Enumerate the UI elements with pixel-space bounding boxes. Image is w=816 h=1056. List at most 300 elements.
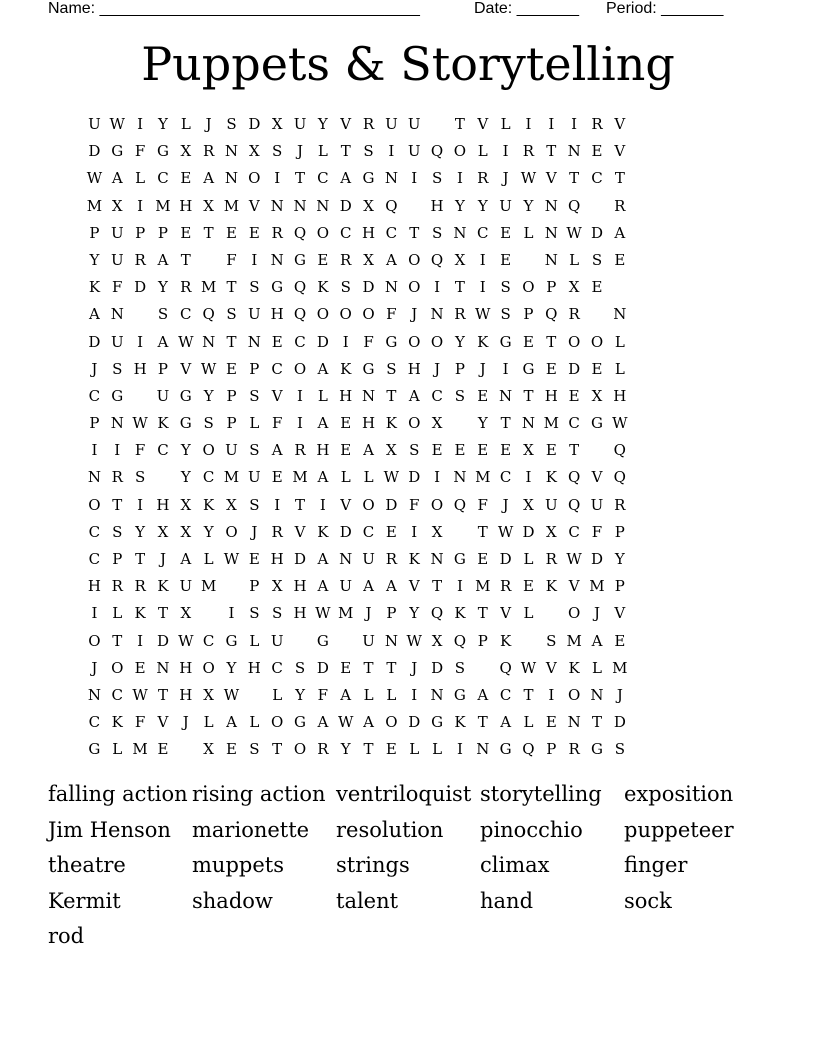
grid-letter[interactable]: D [613, 713, 626, 732]
grid-letter[interactable]: I [319, 495, 326, 514]
grid-letter[interactable]: U [110, 332, 124, 351]
grid-letter[interactable]: K [111, 713, 123, 732]
grid-letter[interactable]: T [157, 604, 168, 623]
grid-letter[interactable]: T [523, 386, 534, 405]
grid-letter[interactable]: A [408, 386, 420, 405]
grid-letter[interactable]: D [590, 550, 603, 568]
grid-letter[interactable]: A [317, 713, 329, 732]
grid-letter[interactable]: A [614, 223, 626, 242]
grid-letter[interactable]: P [546, 740, 557, 759]
grid-letter[interactable]: M [86, 196, 103, 215]
grid-letter[interactable]: O [408, 250, 421, 269]
grid-letter[interactable] [220, 573, 243, 600]
grid-letter[interactable]: I [456, 577, 463, 596]
grid-letter[interactable]: X [591, 386, 603, 405]
grid-letter[interactable]: V [568, 577, 580, 596]
grid-letter[interactable]: T [454, 115, 465, 133]
grid-letter[interactable]: E [226, 223, 237, 242]
grid-letter[interactable]: E [591, 278, 603, 297]
grid-letter[interactable]: T [112, 631, 123, 650]
grid-letter[interactable]: T [614, 169, 625, 188]
grid-letter[interactable]: N [544, 250, 558, 269]
grid-letter[interactable]: A [157, 332, 169, 351]
grid-letter[interactable]: C [271, 359, 283, 378]
grid-letter[interactable]: N [590, 685, 604, 704]
grid-letter[interactable]: S [226, 305, 237, 324]
grid-letter[interactable]: G [294, 713, 306, 732]
grid-letter[interactable] [586, 193, 609, 220]
grid-letter[interactable] [586, 301, 609, 328]
grid-letter[interactable]: I [502, 359, 509, 378]
grid-letter[interactable]: J [91, 359, 98, 378]
grid-letter[interactable]: A [157, 250, 169, 269]
grid-letter[interactable]: F [134, 713, 146, 732]
grid-letter[interactable]: R [340, 250, 352, 269]
grid-letter[interactable] [449, 519, 472, 546]
grid-letter[interactable]: D [362, 278, 375, 297]
grid-letter[interactable]: M [155, 196, 171, 215]
grid-letter[interactable]: J [479, 359, 486, 378]
grid-letter[interactable]: G [362, 359, 375, 378]
grid-letter[interactable]: D [156, 631, 169, 650]
grid-letter[interactable]: P [226, 414, 237, 433]
grid-letter[interactable]: S [454, 658, 466, 677]
grid-letter[interactable]: G [499, 332, 512, 351]
grid-letter[interactable]: J [502, 169, 509, 188]
grid-letter[interactable]: H [179, 658, 193, 677]
grid-letter[interactable]: C [568, 522, 580, 541]
grid-letter[interactable]: N [202, 332, 216, 351]
grid-letter[interactable]: S [203, 414, 214, 433]
grid-letter[interactable]: U [385, 115, 398, 133]
grid-letter[interactable]: D [431, 658, 444, 677]
grid-letter[interactable]: L [112, 604, 123, 623]
grid-letter[interactable]: W [337, 713, 354, 732]
grid-letter[interactable]: A [363, 441, 374, 460]
grid-letter[interactable]: S [249, 495, 260, 514]
grid-letter[interactable]: O [88, 495, 101, 514]
grid-letter[interactable]: A [317, 468, 329, 487]
grid-letter[interactable]: I [548, 115, 555, 133]
grid-letter[interactable]: Q [293, 305, 307, 324]
grid-letter[interactable]: H [179, 685, 193, 704]
grid-letter[interactable]: I [571, 115, 578, 133]
grid-letter[interactable]: S [272, 142, 283, 161]
grid-letter[interactable]: R [522, 142, 535, 161]
grid-letter[interactable]: R [134, 250, 146, 269]
grid-letter[interactable]: C [431, 386, 443, 405]
grid-letter[interactable]: G [294, 250, 306, 269]
grid-letter[interactable]: H [247, 658, 261, 677]
grid-letter[interactable]: C [88, 386, 101, 405]
grid-letter[interactable]: T [363, 658, 374, 677]
grid-letter[interactable]: K [157, 577, 169, 596]
grid-letter[interactable]: U [179, 577, 193, 596]
grid-letter[interactable]: N [316, 196, 330, 215]
grid-letter[interactable]: H [316, 441, 330, 460]
grid-letter[interactable]: V [477, 115, 489, 133]
grid-letter[interactable]: H [270, 550, 284, 568]
grid-letter[interactable]: I [251, 250, 258, 269]
grid-letter[interactable]: O [567, 332, 581, 351]
grid-letter[interactable]: E [385, 522, 397, 541]
grid-letter[interactable]: U [407, 115, 421, 133]
grid-letter[interactable]: L [340, 468, 351, 487]
grid-letter[interactable]: G [362, 169, 375, 188]
grid-letter[interactable]: L [272, 685, 283, 704]
grid-letter[interactable] [540, 600, 563, 627]
grid-letter[interactable]: U [362, 631, 375, 650]
grid-letter[interactable]: I [114, 441, 121, 460]
grid-letter[interactable]: T [477, 604, 488, 623]
grid-letter[interactable]: W [566, 550, 582, 568]
grid-letter[interactable]: U [88, 115, 101, 133]
grid-letter[interactable]: T [386, 386, 397, 405]
grid-letter[interactable] [426, 111, 449, 138]
grid-letter[interactable]: D [294, 550, 307, 568]
date-field-label[interactable]: Date: _______ [474, 0, 579, 17]
grid-letter[interactable]: O [225, 522, 238, 541]
grid-letter[interactable]: Q [567, 495, 581, 514]
grid-letter[interactable]: I [137, 115, 144, 133]
grid-letter[interactable]: P [157, 359, 168, 378]
grid-letter[interactable]: L [317, 142, 328, 161]
grid-letter[interactable]: S [249, 740, 260, 759]
grid-letter[interactable]: L [180, 115, 191, 133]
grid-letter[interactable]: N [430, 305, 444, 324]
grid-letter[interactable]: A [89, 305, 100, 324]
grid-letter[interactable]: Y [180, 441, 191, 460]
grid-letter[interactable]: E [226, 359, 237, 378]
grid-letter[interactable]: G [271, 278, 284, 297]
grid-letter[interactable]: O [567, 685, 581, 704]
grid-letter[interactable]: G [431, 713, 444, 732]
grid-letter[interactable]: W [612, 414, 628, 433]
grid-letter[interactable]: N [567, 142, 581, 161]
grid-letter[interactable]: J [365, 604, 372, 623]
grid-letter[interactable]: R [362, 115, 375, 133]
grid-letter[interactable]: Y [340, 740, 351, 759]
grid-letter[interactable]: Q [430, 142, 444, 161]
grid-letter[interactable]: S [112, 359, 123, 378]
grid-letter[interactable]: T [226, 332, 237, 351]
grid-letter[interactable]: L [477, 142, 488, 161]
grid-letter[interactable]: N [521, 414, 536, 433]
grid-letter[interactable]: R [111, 468, 123, 487]
grid-letter[interactable]: S [294, 658, 306, 677]
grid-letter[interactable]: A [317, 359, 329, 378]
name-field-label[interactable]: Name: ____________________________________ [48, 0, 420, 17]
grid-letter[interactable]: D [248, 115, 261, 133]
grid-letter[interactable]: V [591, 468, 603, 487]
grid-letter[interactable]: H [407, 359, 421, 378]
grid-letter[interactable]: R [545, 550, 557, 568]
grid-letter[interactable]: M [200, 278, 217, 297]
grid-letter[interactable]: D [88, 142, 101, 161]
grid-letter[interactable]: Y [523, 196, 534, 215]
grid-letter[interactable]: L [500, 115, 511, 133]
grid-letter[interactable]: S [431, 223, 443, 242]
grid-letter[interactable]: W [475, 305, 491, 324]
grid-letter[interactable]: X [431, 522, 443, 541]
grid-letter[interactable]: U [110, 250, 124, 269]
grid-letter[interactable]: T [157, 685, 168, 704]
grid-letter[interactable]: E [545, 359, 557, 378]
grid-letter[interactable]: W [223, 685, 240, 704]
grid-letter[interactable]: N [87, 685, 101, 704]
grid-letter[interactable]: H [133, 359, 147, 378]
grid-letter[interactable]: D [385, 495, 398, 514]
grid-letter[interactable]: H [544, 386, 558, 405]
grid-letter[interactable]: I [91, 441, 98, 460]
grid-letter[interactable]: I [91, 604, 98, 623]
grid-letter[interactable]: F [112, 278, 123, 297]
grid-letter[interactable]: A [180, 550, 192, 568]
grid-letter[interactable] [586, 437, 609, 464]
grid-letter[interactable]: J [205, 115, 212, 133]
grid-letter[interactable]: I [411, 169, 418, 188]
grid-letter[interactable]: N [224, 142, 239, 161]
grid-letter[interactable]: I [137, 196, 144, 215]
grid-letter[interactable]: R [568, 305, 580, 324]
grid-letter[interactable]: O [590, 332, 604, 351]
grid-letter[interactable]: G [453, 685, 466, 704]
grid-letter[interactable]: V [294, 522, 306, 541]
grid-letter[interactable]: R [317, 740, 329, 759]
grid-letter[interactable]: I [411, 685, 418, 704]
grid-letter[interactable]: N [247, 332, 261, 351]
grid-letter[interactable]: R [591, 115, 603, 133]
grid-letter[interactable]: T [363, 740, 374, 759]
grid-letter[interactable] [608, 274, 631, 301]
grid-letter[interactable]: A [500, 713, 512, 732]
grid-letter[interactable]: Q [430, 250, 444, 269]
grid-letter[interactable]: I [411, 522, 418, 541]
grid-letter[interactable]: M [589, 577, 605, 596]
grid-letter[interactable]: D [88, 332, 101, 351]
grid-letter[interactable]: F [271, 414, 283, 433]
grid-letter[interactable]: Q [613, 468, 626, 487]
grid-letter[interactable]: S [386, 359, 397, 378]
grid-letter[interactable]: A [226, 713, 237, 732]
grid-letter[interactable]: C [271, 658, 283, 677]
grid-letter[interactable]: P [89, 414, 100, 433]
grid-letter[interactable]: Q [293, 223, 307, 242]
grid-letter[interactable]: A [317, 414, 329, 433]
grid-letter[interactable]: S [614, 740, 625, 759]
grid-letter[interactable]: T [295, 495, 306, 514]
grid-letter[interactable]: N [567, 713, 581, 732]
grid-letter[interactable]: V [157, 713, 169, 732]
grid-letter[interactable]: I [137, 631, 144, 650]
grid-letter[interactable]: T [409, 223, 420, 242]
grid-letter[interactable]: K [454, 604, 466, 623]
grid-letter[interactable]: D [316, 658, 329, 677]
grid-letter[interactable]: S [249, 386, 260, 405]
grid-letter[interactable]: Q [567, 196, 581, 215]
grid-letter[interactable]: R [477, 169, 489, 188]
grid-letter[interactable]: C [499, 685, 512, 704]
grid-letter[interactable]: M [200, 577, 217, 596]
grid-letter[interactable]: N [499, 386, 513, 405]
grid-letter[interactable]: H [362, 414, 376, 433]
grid-letter[interactable]: E [248, 550, 260, 568]
grid-letter[interactable]: K [568, 658, 580, 677]
grid-letter[interactable]: L [409, 740, 420, 759]
grid-letter[interactable]: G [111, 142, 124, 161]
grid-letter[interactable]: T [135, 550, 146, 568]
grid-letter[interactable]: O [408, 278, 421, 297]
grid-letter[interactable]: N [361, 386, 376, 405]
grid-letter[interactable]: N [87, 468, 101, 487]
grid-letter[interactable]: C [294, 332, 306, 351]
grid-letter[interactable]: E [522, 332, 534, 351]
grid-letter[interactable]: E [500, 223, 512, 242]
grid-letter[interactable]: W [178, 631, 194, 650]
grid-letter[interactable]: K [408, 550, 420, 568]
grid-letter[interactable]: T [203, 223, 214, 242]
grid-letter[interactable]: P [112, 550, 123, 568]
grid-letter[interactable]: M [132, 740, 148, 759]
grid-letter[interactable] [152, 464, 175, 491]
grid-letter[interactable]: J [411, 658, 418, 677]
grid-letter[interactable]: O [522, 278, 535, 297]
grid-letter[interactable]: V [408, 577, 420, 596]
grid-letter[interactable]: C [157, 441, 169, 460]
grid-letter[interactable]: E [500, 250, 512, 269]
grid-letter[interactable]: K [454, 713, 466, 732]
grid-letter[interactable]: W [109, 115, 125, 133]
grid-letter[interactable]: O [453, 142, 467, 161]
grid-letter[interactable]: J [502, 495, 509, 514]
grid-letter[interactable]: K [134, 604, 146, 623]
grid-letter[interactable]: I [342, 332, 349, 351]
grid-letter[interactable]: E [226, 740, 237, 759]
grid-letter[interactable]: L [592, 658, 602, 677]
grid-letter[interactable]: R [568, 740, 580, 759]
grid-letter[interactable]: Y [180, 468, 191, 487]
grid-letter[interactable]: C [202, 468, 215, 487]
grid-letter[interactable]: C [111, 685, 123, 704]
grid-letter[interactable]: D [339, 522, 352, 541]
grid-letter[interactable]: H [430, 196, 444, 215]
grid-letter[interactable]: S [431, 169, 443, 188]
grid-letter[interactable]: F [134, 142, 146, 161]
grid-letter[interactable]: M [566, 631, 582, 650]
grid-letter[interactable]: T [295, 169, 306, 188]
grid-letter[interactable]: L [523, 604, 534, 623]
grid-letter[interactable]: H [293, 604, 307, 623]
grid-letter[interactable]: Q [385, 196, 398, 215]
grid-letter[interactable]: X [523, 495, 534, 514]
grid-letter[interactable]: O [88, 631, 101, 650]
grid-letter[interactable]: Y [454, 332, 465, 351]
grid-letter[interactable]: N [339, 550, 353, 568]
grid-letter[interactable]: S [272, 604, 283, 623]
grid-letter[interactable]: K [317, 522, 329, 541]
grid-letter[interactable]: X [203, 685, 214, 704]
grid-letter[interactable]: V [614, 115, 626, 133]
grid-letter[interactable]: P [614, 522, 625, 541]
grid-letter[interactable]: N [224, 169, 239, 188]
grid-letter[interactable]: P [135, 223, 146, 242]
grid-letter[interactable]: N [430, 550, 444, 568]
grid-letter[interactable]: D [499, 550, 512, 568]
grid-letter[interactable]: X [363, 250, 374, 269]
grid-letter[interactable]: S [546, 631, 557, 650]
grid-letter[interactable]: A [363, 577, 374, 596]
grid-letter[interactable]: G [156, 142, 169, 161]
grid-letter[interactable]: M [612, 658, 628, 677]
grid-letter[interactable]: K [385, 414, 397, 433]
grid-letter[interactable]: J [411, 305, 418, 324]
grid-letter[interactable]: G [522, 359, 535, 378]
grid-letter[interactable]: R [385, 550, 398, 568]
grid-letter[interactable]: K [203, 495, 215, 514]
grid-letter[interactable]: Q [545, 305, 558, 324]
grid-letter[interactable]: M [475, 577, 491, 596]
grid-letter[interactable]: N [544, 223, 558, 242]
grid-letter[interactable]: I [525, 468, 532, 487]
grid-letter[interactable]: I [548, 685, 555, 704]
grid-letter[interactable]: W [315, 604, 331, 623]
grid-letter[interactable]: O [316, 305, 330, 324]
grid-letter[interactable]: G [179, 386, 192, 405]
grid-letter[interactable] [517, 628, 540, 655]
grid-letter[interactable]: Y [295, 685, 305, 704]
grid-letter[interactable]: N [613, 305, 627, 324]
grid-letter[interactable]: E [157, 740, 169, 759]
grid-letter[interactable]: O [271, 713, 284, 732]
grid-letter[interactable]: S [363, 142, 374, 161]
grid-letter[interactable]: G [499, 740, 512, 759]
grid-letter[interactable]: X [386, 441, 397, 460]
grid-letter[interactable]: C [317, 169, 329, 188]
grid-letter[interactable]: I [456, 740, 463, 759]
grid-letter[interactable]: Y [409, 604, 420, 623]
grid-letter[interactable]: Y [614, 550, 625, 568]
grid-letter[interactable]: O [202, 658, 215, 677]
grid-letter[interactable]: X [545, 522, 557, 541]
grid-letter[interactable]: N [110, 414, 124, 433]
grid-letter[interactable] [197, 247, 220, 274]
grid-letter[interactable] [334, 628, 357, 655]
grid-letter[interactable]: U [590, 495, 604, 514]
grid-letter[interactable]: S [249, 278, 260, 297]
grid-letter[interactable]: K [317, 278, 329, 297]
grid-letter[interactable]: N [476, 740, 490, 759]
grid-letter[interactable]: P [249, 359, 260, 378]
grid-letter[interactable]: R [180, 278, 192, 297]
grid-letter[interactable]: K [545, 468, 557, 487]
grid-letter[interactable]: L [569, 250, 580, 269]
grid-letter[interactable]: M [223, 468, 240, 487]
grid-letter[interactable]: R [111, 577, 123, 596]
grid-letter[interactable]: X [248, 142, 260, 161]
grid-letter[interactable]: T [112, 495, 123, 514]
grid-letter[interactable]: V [545, 169, 557, 188]
grid-letter[interactable]: O [316, 223, 330, 242]
grid-letter[interactable]: O [430, 495, 444, 514]
grid-letter[interactable]: O [248, 169, 261, 188]
grid-letter[interactable]: V [545, 658, 557, 677]
grid-letter[interactable]: L [135, 169, 146, 188]
grid-letter[interactable]: L [614, 332, 625, 351]
grid-letter[interactable]: X [363, 196, 374, 215]
grid-letter[interactable]: T [477, 713, 488, 732]
grid-letter[interactable]: L [317, 386, 328, 405]
grid-letter[interactable]: S [157, 305, 169, 324]
